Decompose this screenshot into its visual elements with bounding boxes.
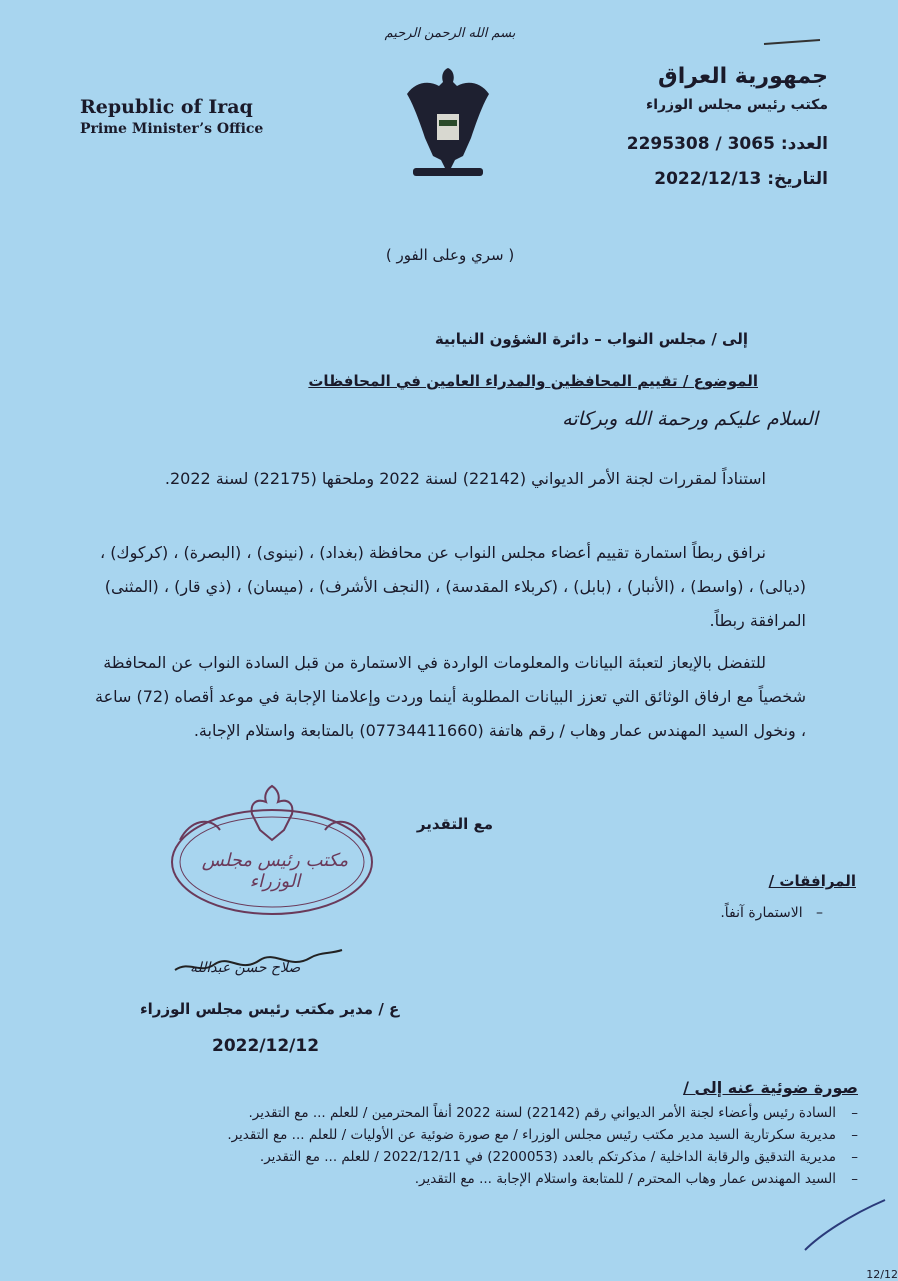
cc-heading: صورة ضوئية عنه إلى / <box>683 1078 858 1097</box>
document-date <box>654 169 828 189</box>
cc-list <box>40 1102 858 1190</box>
recipient: إلى / مجلس النواب – دائرة الشؤون النيابية <box>434 330 748 348</box>
date-value: 2022/12/13 <box>654 169 762 189</box>
number-value: 2295308 / 3065 <box>626 134 775 154</box>
english-subtitle: Prime Minister’s Office <box>80 121 264 137</box>
english-title: Republic of Iraq <box>80 96 253 118</box>
date-label: التاريخ: <box>767 169 828 189</box>
pen-mark <box>762 36 822 48</box>
regards: مع التقدير <box>416 815 493 833</box>
paragraph-1: استناداً لمقررات لجنة الأمر الديواني (22142) لسنة 2022 وملحقها (22175) لسنة 2022. <box>164 469 766 488</box>
attachment-item: – الاستمارة آنفاً. <box>720 905 823 921</box>
subject-text: الموضوع / تقييم المحافظين والمدراء العامين في المحافظات <box>308 372 758 390</box>
arabic-title: جمهورية العراق <box>658 64 828 89</box>
signatory-title: ع / مدير مكتب رئيس مجلس الوزراء <box>140 1000 400 1018</box>
number-label: العدد: <box>780 134 828 154</box>
pen-stroke <box>800 1195 890 1255</box>
paragraph-3: للتفضل بالإيعاز لتعبئة البيانات والمعلومات الواردة في الاستمارة من قبل السادة النواب عن المحافظة شخصياً مع ارفاق الوثائق التي تعزز البيانات المطلوبة أينما وردت وإعلامنا الإجابة في موعد أقصاه (72) ساعة ، ونخول السيد المهندس عمار وهاب / رقم هاتفة (07734411660) بالمتابعة واستلام الإجابة. <box>95 653 806 740</box>
cc-text: مديرية التدقيق والرقابة الداخلية / مذكرتكم بالعدد (2200053) في 2022/12/11 / للعلم ... مع التقدير. <box>259 1149 836 1165</box>
cc-item: – مديرية سكرتارية السيد مدير مكتب رئيس مجلس الوزراء / مع صورة ضوئية عن الأوليات / للعلم ... مع التقدير. <box>227 1127 858 1143</box>
cc-item: – السيد المهندس عمار وهاب المحترم / للمتابعة واستلام الإجابة ... مع التقدير. <box>414 1171 858 1187</box>
cc-item: – مديرية التدقيق والرقابة الداخلية / مذكرتكم بالعدد (2200053) في 2022/12/11 / للعلم ... مع التقدير. <box>259 1149 858 1165</box>
basmala: بسم الله الرحمن الرحيم <box>384 26 516 41</box>
attachments-heading: المرافقات / <box>768 872 856 890</box>
paragraph-2: نرافق ربطاً استمارة تقييم أعضاء مجلس النواب عن محافظة (بغداد) ، (نينوى) ، (البصرة) ، (كركوك) ، (ديالى) ، (واسط) ، (الأنبار) ، (بابل) ، (كربلاء المقدسة) ، (النجف الأشرف) ، (ميسان) ، (ذي قار) ، (المثنى) المرافقة ربطاً. <box>99 543 806 630</box>
attachment-text: الاستمارة آنفاً. <box>720 905 803 921</box>
corner-note: 12/12 <box>866 1268 898 1281</box>
cc-text: السادة رئيس وأعضاء لجنة الأمر الديواني رقم (22142) لسنة 2022 أنفاً المحترمين / للعلم ... مع التقدير. <box>248 1105 836 1121</box>
reference-number <box>627 134 828 154</box>
arabic-subtitle: مكتب رئيس مجلس الوزراء <box>646 97 828 113</box>
greeting: السلام عليكم ورحمة الله وبركاته <box>562 408 818 430</box>
eagle-emblem-icon <box>403 64 493 180</box>
classification: ( سري وعلى الفور ) <box>385 246 515 264</box>
subject <box>308 372 758 390</box>
cc-text: السيد المهندس عمار وهاب المحترم / للمتابعة واستلام الإجابة ... مع التقدير. <box>414 1171 836 1187</box>
signatory-name: صلاح حسن عبدالله <box>190 960 301 976</box>
cc-text: مديرية سكرتارية السيد مدير مكتب رئيس مجلس الوزراء / مع صورة ضوئية عن الأوليات / للعلم ... مع التقدير. <box>227 1127 836 1143</box>
signature-date: 2022/12/12 <box>212 1036 320 1056</box>
stamp-text: مكتب رئيس مجلس الوزراء <box>201 850 349 892</box>
cc-item: – السادة رئيس وأعضاء لجنة الأمر الديواني رقم (22142) لسنة 2022 أنفاً المحترمين / للعلم ... مع التقدير. <box>248 1105 858 1121</box>
